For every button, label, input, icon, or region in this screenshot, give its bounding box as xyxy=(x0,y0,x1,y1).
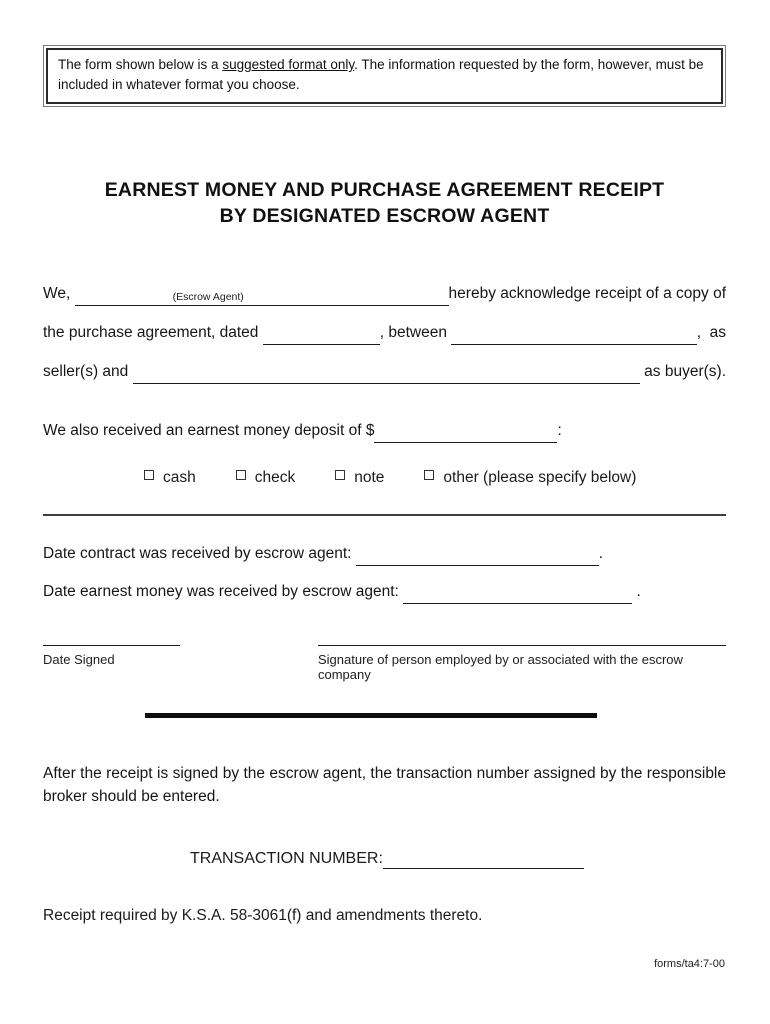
cash-label: cash xyxy=(163,469,196,486)
deposit-colon: : xyxy=(557,422,562,439)
signature-caption: Signature of person employed by or associated with the escrow company xyxy=(318,652,683,682)
notice-text xyxy=(58,55,711,95)
signature-captions xyxy=(43,652,726,682)
contract-date-period: . xyxy=(598,545,604,562)
text-hereby: hereby acknowledge receipt of a copy of xyxy=(448,285,726,302)
payment-option-other[interactable] xyxy=(424,469,636,487)
form-title xyxy=(43,177,726,229)
acknowledgement-line2 xyxy=(43,322,726,345)
sellers-field[interactable] xyxy=(451,322,696,345)
agreement-date-field[interactable] xyxy=(263,322,380,345)
acknowledgement-line1 xyxy=(43,283,726,306)
cash-checkbox-icon[interactable] xyxy=(144,470,154,480)
note-label: note xyxy=(354,469,385,486)
payment-option-cash[interactable] xyxy=(144,469,196,487)
notice-box-inner xyxy=(46,48,723,104)
earnest-date-period: . xyxy=(632,583,641,600)
other-label: other (please specify below) xyxy=(443,469,637,486)
payment-options-row xyxy=(144,469,726,487)
contract-date-label: Date contract was received by escrow agent: xyxy=(43,545,356,562)
transaction-number-field[interactable] xyxy=(383,850,584,869)
transaction-number-label: TRANSACTION NUMBER: xyxy=(190,850,383,867)
form-code: forms/ta4:7-00 xyxy=(654,958,725,970)
other-checkbox-icon[interactable] xyxy=(424,470,434,480)
date-received-section xyxy=(43,543,726,604)
signature-section xyxy=(43,627,726,682)
escrow-agent-field[interactable] xyxy=(75,283,449,306)
payment-option-check[interactable] xyxy=(236,469,296,487)
transaction-instruction: After the receipt is signed by the escrow agent, the transaction number assigned by the responsible broker should be entered. xyxy=(43,765,726,805)
date-signed-caption: Date Signed xyxy=(43,652,115,667)
notice-box xyxy=(43,45,726,107)
check-label: check xyxy=(254,469,296,486)
earnest-date-line xyxy=(43,581,726,604)
other-specify-line[interactable] xyxy=(43,514,726,516)
escrow-agent-caption: (Escrow Agent) xyxy=(172,291,244,303)
signature-field[interactable] xyxy=(318,627,726,646)
contract-date-line xyxy=(43,543,726,566)
acknowledgement-line3 xyxy=(43,361,726,384)
text-we: We, xyxy=(43,285,75,302)
statute-note: Receipt required by K.S.A. 58-3061(f) and amendments thereto. xyxy=(43,907,483,924)
notice-pre: The form shown below is a xyxy=(58,57,223,72)
payment-option-note[interactable] xyxy=(335,469,384,487)
text-purchase-dated: the purchase agreement, dated xyxy=(43,324,263,341)
form-title-line2: BY DESIGNATED ESCROW AGENT xyxy=(219,205,550,227)
text-between: , between xyxy=(379,324,452,341)
earnest-date-field[interactable] xyxy=(403,581,632,604)
buyers-field[interactable] xyxy=(133,361,640,384)
contract-date-field[interactable] xyxy=(356,543,599,566)
deposit-label: We also received an earnest money deposit of $ xyxy=(43,422,375,439)
text-as-buyers: as buyer(s). xyxy=(639,363,726,380)
deposit-amount-field[interactable] xyxy=(374,420,557,443)
date-signed-field[interactable] xyxy=(43,627,180,646)
note-checkbox-icon[interactable] xyxy=(335,470,345,480)
notice-underlined-phrase: suggested format only xyxy=(222,57,355,72)
transaction-number-line xyxy=(190,850,726,869)
signature-lines xyxy=(43,627,726,646)
text-sellers-and: seller(s) and xyxy=(43,363,133,380)
form-title-line1: EARNEST MONEY AND PURCHASE AGREEMENT RECEIPT xyxy=(104,179,665,201)
acknowledgement-paragraph xyxy=(43,283,726,384)
text-as: , as xyxy=(696,324,726,341)
notice-post: . The information requested by the form, however, must be included in whatever format you choose. xyxy=(58,57,704,92)
deposit-line xyxy=(43,420,726,443)
check-checkbox-icon[interactable] xyxy=(236,470,246,480)
section-divider-bar xyxy=(145,713,597,718)
earnest-date-label: Date earnest money was received by escrow agent: xyxy=(43,583,404,600)
